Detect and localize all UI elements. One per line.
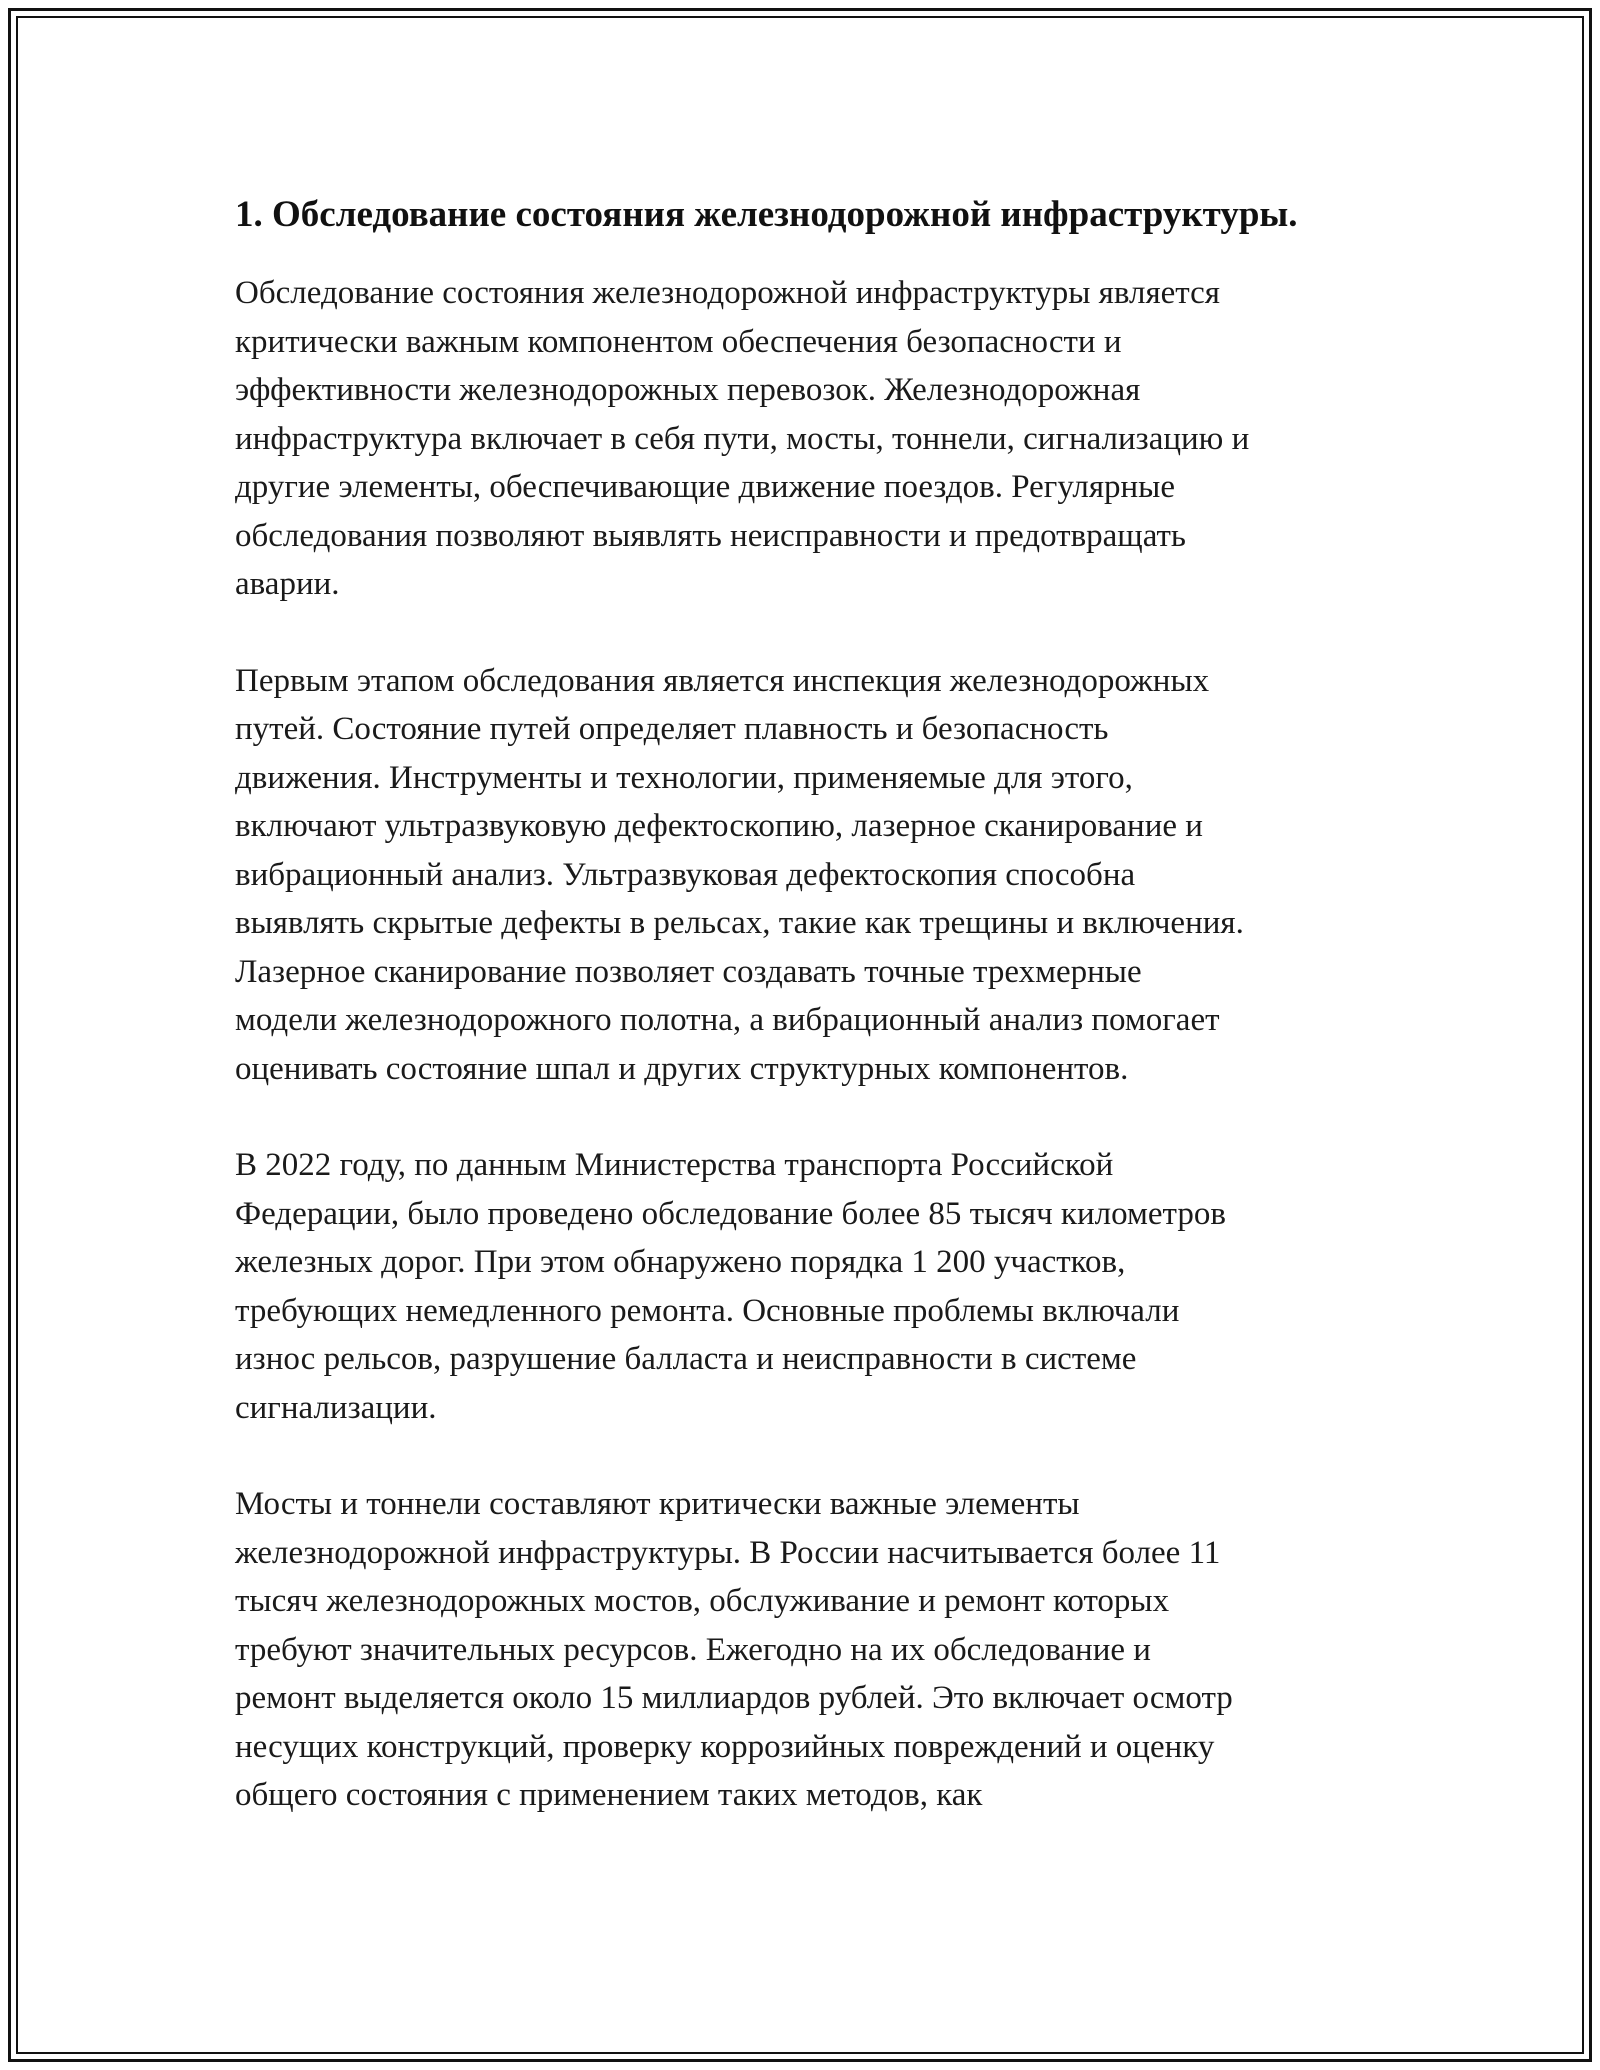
- document-body: [235, 186, 1375, 1868]
- paragraph-2: Первым этапом обследования является инспекция железнодорожных путей. Состояние путей определяет плавность и безопасность движения. Инструменты и технологии, применяемые для этого, включают ультразвуковую дефектоскопию, лазерное сканирование и вибрационный анализ. Ультразвуковая дефектоскопия способна выявлять скрытые дефекты в рельсах, такие как трещины и включения. Лазерное сканирование позволяет создавать точные трехмерные модели железнодорожного полотна, а вибрационный анализ помогает оценивать состояние шпал и других структурных компонентов.: [235, 662, 1244, 1087]
- section-heading: 1. Обследование состояния железнодорожной инфраструктуры.: [235, 194, 1298, 235]
- paragraph-4: Мосты и тоннели составляют критически важные элементы железнодорожной инфраструктуры. В России насчитывается более 11 тысяч железнодорожных мостов, обслуживание и ремонт которых требуют значительных ресурсов. Ежегодно на их обследование и ремонт выделяется около 15 миллиардов рублей. Это включает осмотр несущих конструкций, проверку коррозийных повреждений и оценку общего состояния с применением таких методов, как: [235, 1486, 1233, 1813]
- paragraph-1: Обследование состояния железнодорожной инфраструктуры является критически важным компонентом обеспечения безопасности и эффективности железнодорожных перевозок. Железнодорожная инфраструктура включает в себя пути, мосты, тоннели, сигнализацию и другие элементы, обеспечивающие движение поездов. Регулярные обследования позволяют выявлять неисправности и предотвращать аварии.: [235, 275, 1250, 602]
- paragraph-3: В 2022 году, по данным Министерства транспорта Российской Федерации, было проведено обследование более 85 тысяч километров железных дорог. При этом обнаружено порядка 1 200 участков, требующих немедленного ремонта. Основные проблемы включали износ рельсов, разрушение балласта и неисправности в системе сигнализации.: [235, 1147, 1226, 1426]
